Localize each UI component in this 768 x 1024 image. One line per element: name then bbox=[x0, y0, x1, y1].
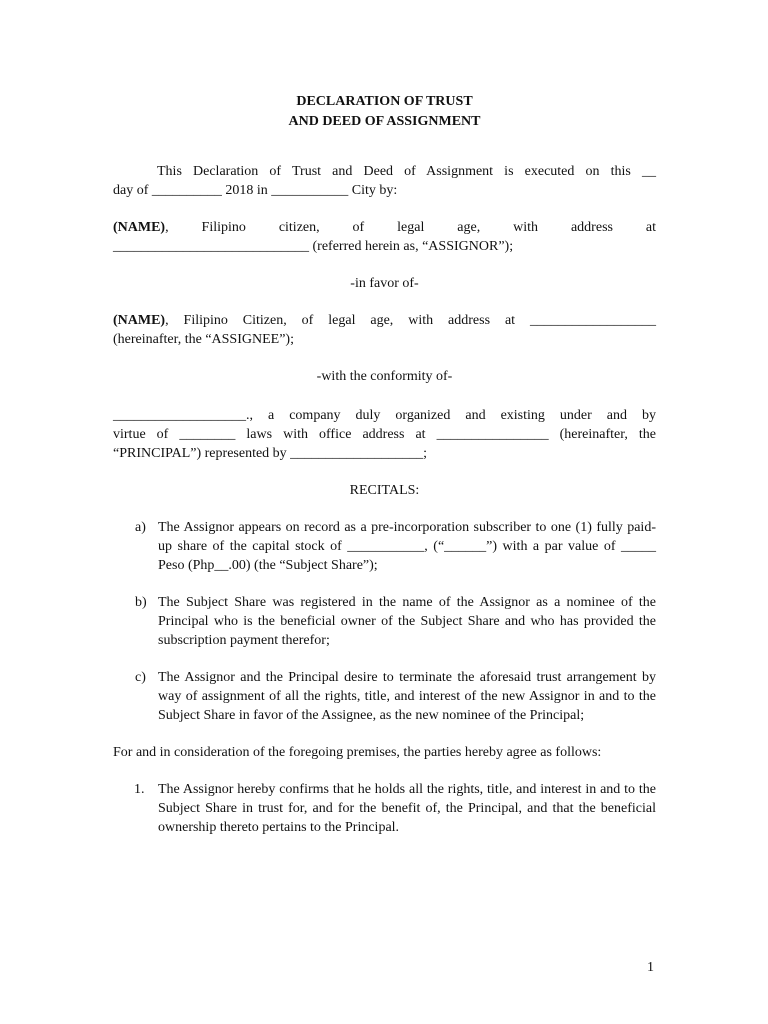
document-title bbox=[113, 92, 656, 132]
document-body bbox=[113, 92, 656, 837]
intro-line-2: day of __________ 2018 in ___________ City by: bbox=[113, 183, 398, 198]
assignor-line-1-text: , Filipino citizen, of legal age, with address at bbox=[165, 220, 656, 235]
intro-line-1: This Declaration of Trust and Deed of Assignment is executed on this __ bbox=[157, 164, 656, 179]
title-line-1: DECLARATION OF TRUST bbox=[296, 94, 473, 109]
assignor-name: (NAME) bbox=[113, 220, 166, 235]
title-line-2: AND DEED OF ASSIGNMENT bbox=[288, 114, 481, 129]
principal-paragraph bbox=[113, 406, 656, 463]
assignor-paragraph bbox=[113, 218, 656, 256]
recital-text: The Assignor appears on record as a pre-incorporation subscriber to one (1) fully paid-up share of the capital stock of ___________, (“______”) with a par value of _____ Peso (Php__.00) (the “Subject Share”); bbox=[158, 520, 656, 573]
principal-line-1: ___________________., a company duly organized and existing under and by bbox=[113, 408, 656, 423]
recital-text: The Assignor and the Principal desire to terminate the aforesaid trust arrangement by way of assignment of all the rights, title, and interest of the new Assignor in and to the Subject Share in favor of the Assignee, as the new nominee of the Principal; bbox=[158, 670, 656, 723]
recital-item bbox=[113, 593, 656, 650]
recital-item bbox=[113, 668, 656, 725]
consideration-paragraph: For and in consideration of the foregoing premises, the parties hereby agree as follows: bbox=[113, 745, 602, 760]
assignee-name: (NAME) bbox=[113, 313, 166, 328]
assignee-line-2: (hereinafter, the “ASSIGNEE”); bbox=[113, 332, 294, 347]
assignee-line-1-text: , Filipino Citizen, of legal age, with address at __________________ bbox=[165, 313, 656, 328]
recital-marker: a) bbox=[135, 520, 146, 535]
recital-marker: b) bbox=[135, 595, 147, 610]
clause-text: The Assignor hereby confirms that he holds all the rights, title, and interest in and to the Subject Share in trust for, and for the benefit of, the Principal, and that the beneficial ownership thereto pertains to the Principal. bbox=[158, 782, 656, 835]
principal-line-2: virtue of ________ laws with office address at ________________ (hereinafter, the bbox=[113, 427, 656, 442]
recitals-heading: RECITALS: bbox=[349, 483, 420, 498]
recital-item bbox=[113, 518, 656, 575]
assignee-paragraph bbox=[113, 311, 656, 349]
intro-paragraph bbox=[113, 162, 656, 200]
in-favor-of: -in favor of- bbox=[350, 276, 419, 291]
recital-text: The Subject Share was registered in the name of the Assignor as a nominee of the Principal who is the beneficial owner of the Subject Share and who has provided the subscription payment therefor; bbox=[158, 595, 656, 648]
assignor-line-2: ____________________________ (referred herein as, “ASSIGNOR”); bbox=[113, 239, 514, 254]
page-number: 1 bbox=[647, 960, 654, 975]
principal-line-3: “PRINCIPAL”) represented by ___________________; bbox=[113, 446, 428, 461]
recital-marker: c) bbox=[135, 670, 146, 685]
assignee-line-1 bbox=[113, 311, 656, 330]
conformity-of: -with the conformity of- bbox=[316, 369, 453, 384]
clause-item bbox=[113, 780, 656, 837]
assignor-line-1 bbox=[113, 218, 656, 237]
clause-marker: 1. bbox=[134, 782, 145, 797]
